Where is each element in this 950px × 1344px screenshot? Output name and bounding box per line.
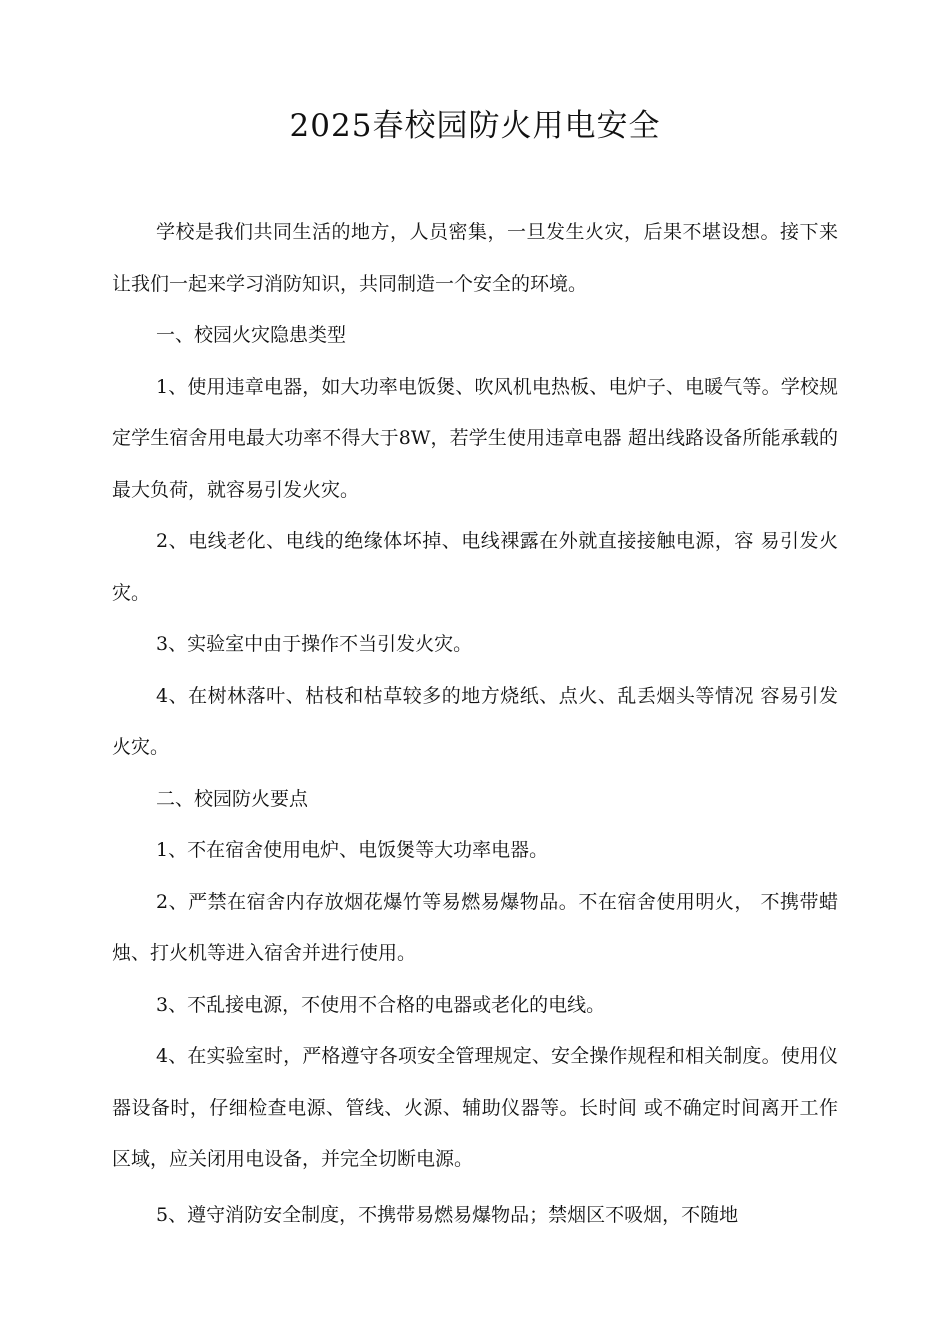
paragraph-hazard-3: 3、实验室中由于操作不当引发火灾。 <box>156 633 473 655</box>
section-heading-prevention: 二、校园防火要点 <box>156 787 309 810</box>
paragraph-hazard-1: 1、使用违章电器，如大功率电饭煲、吹风机电热板、电炉子、电暖气等。学校规定学生宿舍用电最大功率不得大于8W，若学生使用违章电器 超出线路设备所能承载的最大负荷，就容易引发火灾。 <box>112 375 838 501</box>
paragraph-prevention-4: 4、在实验室时，严格遵守各项安全管理规定、安全操作规程和相关制度。使用仪器设备时，仔细检查电源、管线、火源、辅助仪器等。长时间 或不确定时间离开工作区域，应关闭用电设备，并完全切断电源。 <box>112 1045 838 1170</box>
paragraph-prevention-1: 1、不在宿舍使用电炉、电饭煲等大功率电器。 <box>156 839 549 861</box>
paragraph-intro: 学校是我们共同生活的地方，人员密集，一旦发生火灾，后果不堪设想。接下来让我们一起来学习消防知识，共同制造一个安全的环境。 <box>112 221 838 295</box>
paragraph-prevention-3: 3、不乱接电源，不使用不合格的电器或老化的电线。 <box>156 993 606 1016</box>
paragraph-hazard-2: 2、电线老化、电线的绝缘体坏掉、电线裸露在外就直接接触电源，容 易引发火灾。 <box>112 530 838 604</box>
paragraph-hazard-4: 4、在树林落叶、枯枝和枯草较多的地方烧纸、点火、乱丢烟头等情况 容易引发火灾。 <box>112 684 838 758</box>
document-body <box>112 207 838 1241</box>
document-title: 2025春校园防火用电安全 <box>289 108 661 144</box>
paragraph-prevention-5: 5、遵守消防安全制度，不携带易燃易爆物品；禁烟区不吸烟，不随地 <box>156 1203 739 1226</box>
section-heading-hazard-types: 一、校园火灾隐患类型 <box>156 324 347 346</box>
paragraph-prevention-2: 2、严禁在宿舍内存放烟花爆竹等易燃易爆物品。不在宿舍使用明火， 不携带蜡烛、打火机等进入宿舍并进行使用。 <box>112 890 838 964</box>
